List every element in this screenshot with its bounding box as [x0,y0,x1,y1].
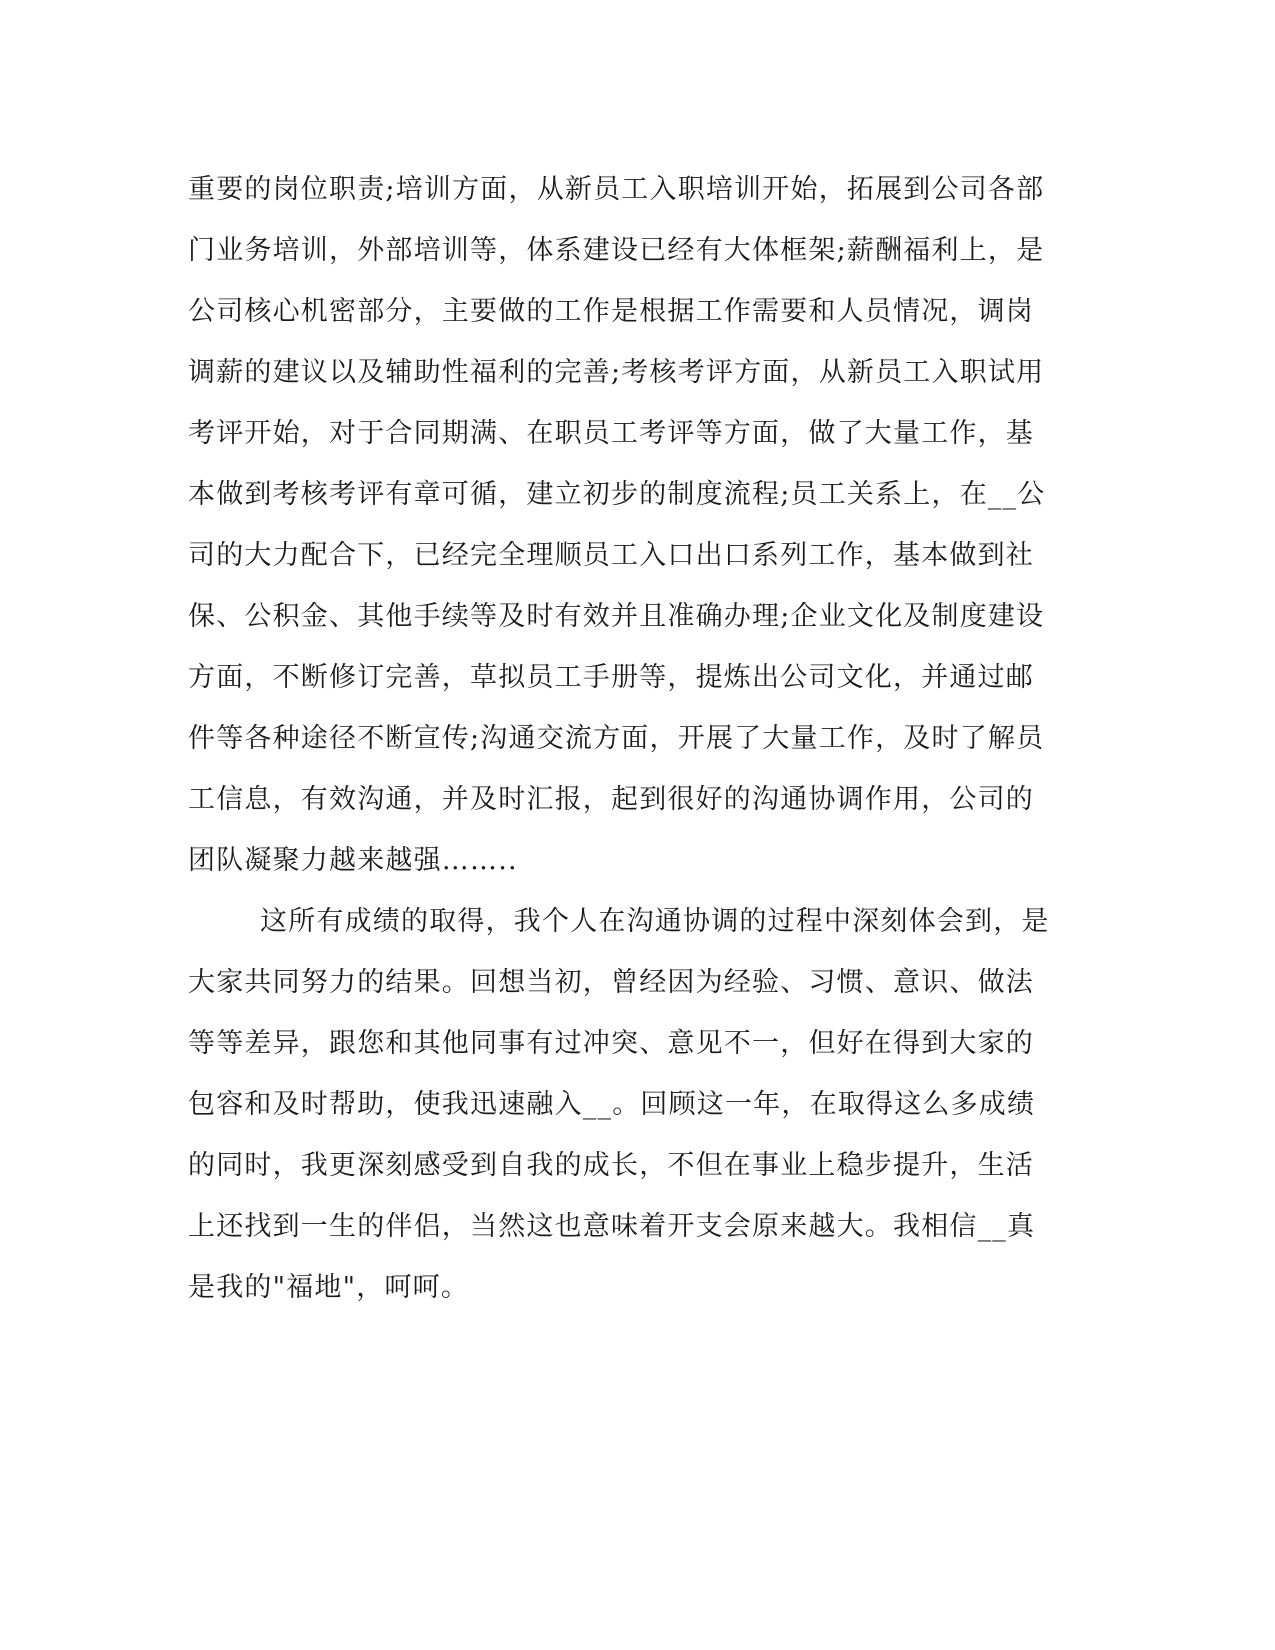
text-line-indented: 这所有成绩的取得，我个人在沟通协调的过程中深刻体会到，是 [260,906,1050,937]
text-line: 团队凝聚力越来越强…….. [188,845,518,876]
text-line: 保、公积金、其他手续等及时有效并且准确办理;企业文化及制度建设 [188,601,1045,632]
text-line: 司的大力配合下，已经完全理顺员工入口出口系列工作，基本做到社 [188,540,1034,571]
text-line: 上还找到一生的伴侣，当然这也意味着开支会原来越大。我相信__真 [188,1211,1036,1242]
text-line: 方面，不断修订完善，草拟员工手册等，提炼出公司文化，并通过邮 [188,662,1034,693]
text-line: 调薪的建议以及辅助性福利的完善;考核考评方面，从新员工入职试用 [188,357,1045,388]
text-line: 包容和及时帮助，使我迅速融入__。回顾这一年，在取得这么多成绩 [188,1089,1036,1120]
text-line: 工信息，有效沟通，并及时汇报，起到很好的沟通协调作用，公司的 [188,784,1034,815]
text-line: 等等差异，跟您和其他同事有过冲突、意见不一，但好在得到大家的 [188,1028,1034,1059]
text-line: 重要的岗位职责;培训方面，从新员工入职培训开始，拓展到公司各部 [188,174,1045,205]
text-line: 考评开始，对于合同期满、在职员工考评等方面，做了大量工作，基 [188,418,1034,449]
text-line: 本做到考核考评有章可循，建立初步的制度流程;员工关系上，在__公 [188,479,1046,510]
paragraph-reflection [188,891,1068,1318]
text-line: 门业务培训，外部培训等，体系建设已经有大体框架;薪酬福利上，是 [188,235,1045,266]
text-line: 是我的"福地"，呵呵。 [188,1272,470,1303]
text-line: 公司核心机密部分，主要做的工作是根据工作需要和人员情况，调岗 [188,296,1034,327]
text-line: 大家共同努力的结果。回想当初，曾经因为经验、习惯、意识、做法 [188,967,1034,998]
paragraph-hr-work-summary [188,159,1068,891]
text-line: 件等各种途径不断宣传;沟通交流方面，开展了大量工作，及时了解员 [188,723,1045,754]
text-line: 的同时，我更深刻感受到自我的成长，不但在事业上稳步提升，生活 [188,1150,1034,1181]
